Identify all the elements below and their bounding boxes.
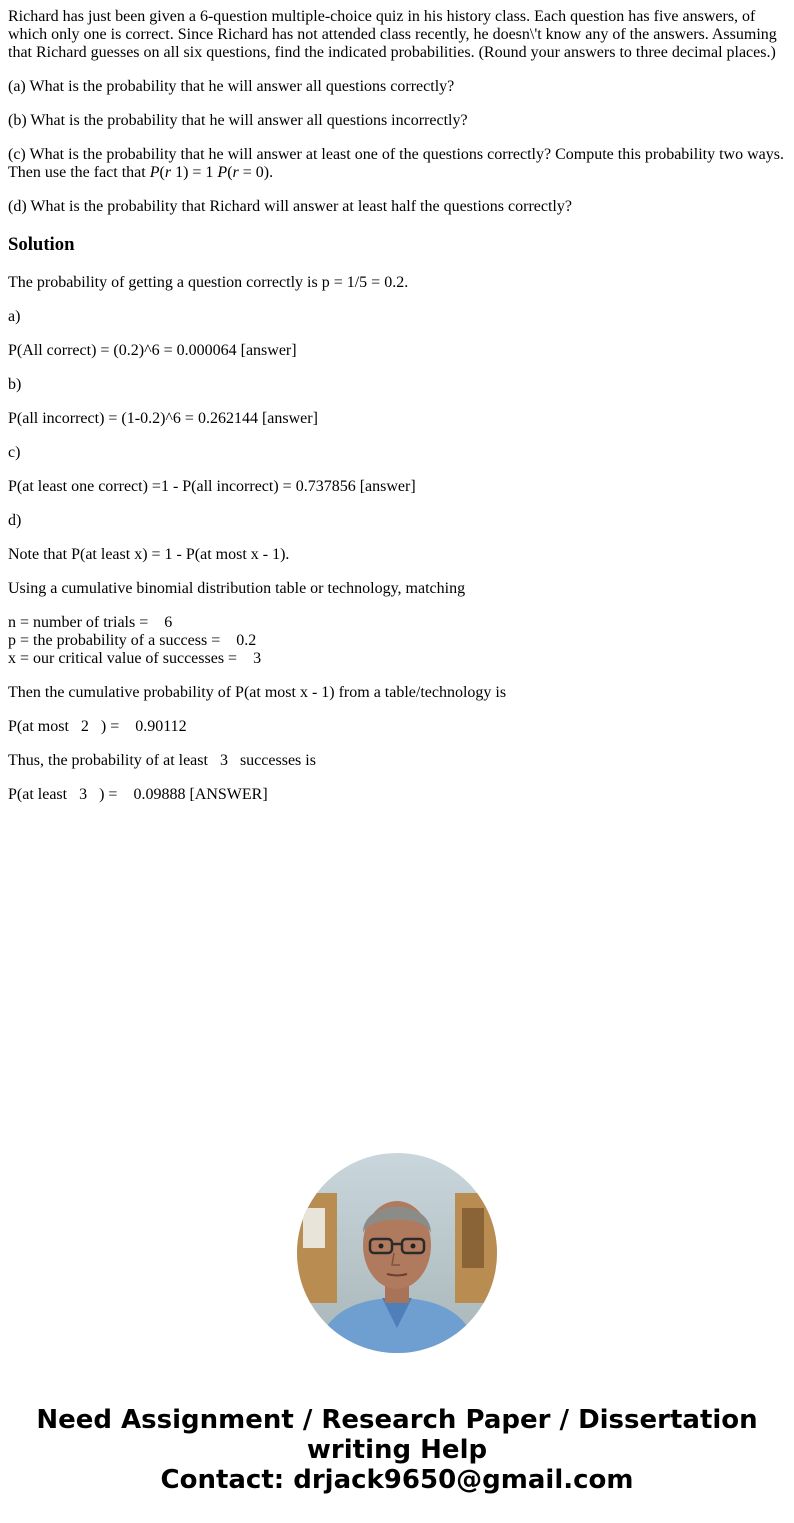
footer-contact-line: Contact: drjack9650@gmail.com: [160, 1465, 634, 1495]
question-c-prefix: (c) What is the probability that he will answer at least one of the questions correctly? Compute this probability two ways. Then use the fact that: [8, 146, 784, 181]
question-a: (a) What is the probability that he will answer all questions correctly?: [8, 78, 455, 95]
document-body: [8, 8, 786, 820]
question-c-p1: P: [149, 164, 160, 181]
solution-at-most: P(at most 2 ) = 0.90112: [8, 718, 187, 735]
question-d: (d) What is the probability that Richard will answer at least half the questions correctly?: [8, 198, 572, 215]
question-c-mid: 1) = 1: [171, 164, 218, 181]
solution-heading: Solution: [8, 234, 75, 255]
solution-d-note: Note that P(at least x) = 1 - P(at most x - 1).: [8, 546, 290, 563]
question-c-r2: r: [232, 164, 239, 181]
footer-line-1: Need Assignment / Research Paper / Dissertation: [36, 1405, 758, 1435]
solution-a-label: a): [8, 308, 21, 325]
contact-footer: [0, 1405, 794, 1495]
question-c-p2: P: [217, 164, 228, 181]
solution-b-text: P(all incorrect) = (1-0.2)^6 = 0.262144 [answer]: [8, 410, 318, 427]
footer-line-2: writing Help: [306, 1435, 488, 1465]
solution-thus: Thus, the probability of at least 3 successes is: [8, 752, 316, 769]
question-c-end: = 0).: [238, 164, 274, 181]
question-b: (b) What is the probability that he will answer all questions incorrectly?: [8, 112, 468, 129]
author-avatar: [297, 1153, 497, 1353]
solution-d-using: Using a cumulative binomial distribution table or technology, matching: [8, 580, 466, 597]
author-portrait-image: [297, 1153, 497, 1353]
solution-at-least: P(at least 3 ) = 0.09888 [ANSWER]: [8, 786, 268, 803]
question-c-r1: r: [164, 164, 172, 181]
solution-x-line: x = our critical value of successes = 3: [8, 650, 262, 667]
solution-a-text: P(All correct) = (0.2)^6 = 0.000064 [answer]: [8, 342, 297, 359]
solution-intro: The probability of getting a question correctly is p = 1/5 = 0.2.: [8, 274, 409, 291]
solution-c-label: c): [8, 444, 21, 461]
solution-c-text: P(at least one correct) =1 - P(all incorrect) = 0.737856 [answer]: [8, 478, 416, 495]
solution-p-line: p = the probability of a success = 0.2: [8, 632, 257, 649]
solution-n-line: n = number of trials = 6: [8, 614, 173, 631]
question-intro: Richard has just been given a 6-question multiple-choice quiz in his history class. Each question has five answers, of which only one is correct. Since Richard has not attended class recently, he doesn\'t know any of the answers. Assuming that Richard guesses on all six questions, find the indicated probabilities. (Round your answers to three decimal places.): [8, 8, 777, 61]
question-c: (c) What is the probability that he will answer at least one of the questions correctly? Compute this probability two ways. Then use the fact that P(r 1) = 1 P(r = 0).: [8, 146, 784, 181]
solution-d-label: d): [8, 512, 22, 529]
solution-then: Then the cumulative probability of P(at most x - 1) from a table/technology is: [8, 684, 507, 701]
solution-b-label: b): [8, 376, 22, 393]
solution-parameters: [8, 614, 786, 668]
